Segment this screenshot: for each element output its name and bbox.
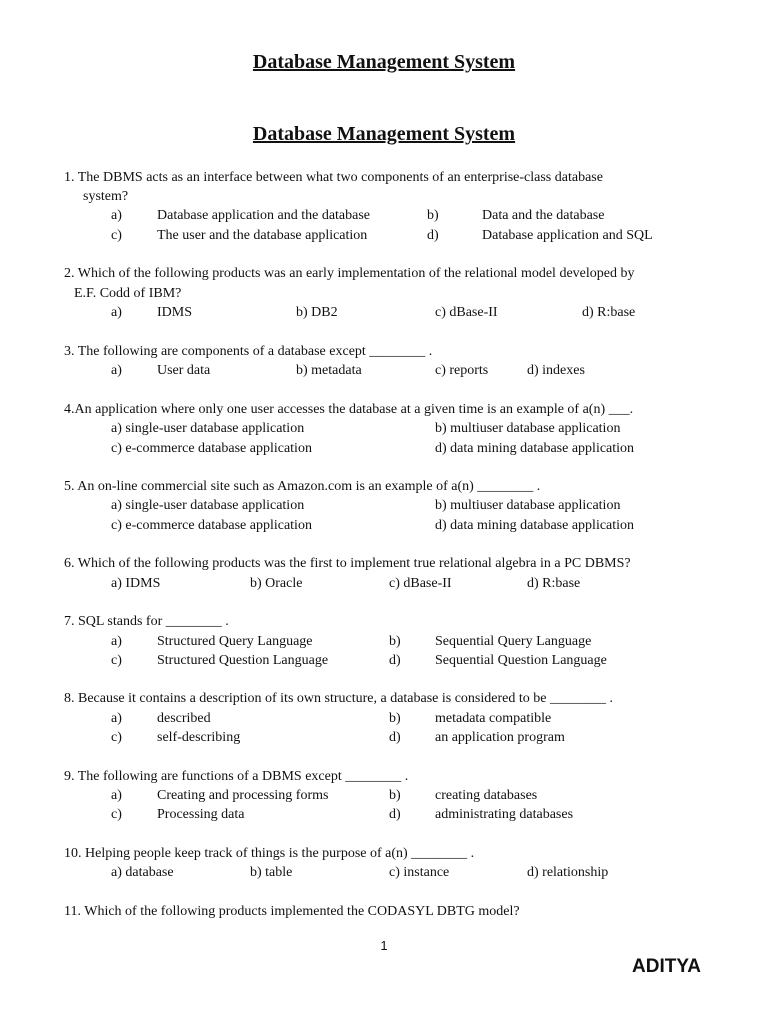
option-text: a) database <box>111 865 174 880</box>
option-label: b) <box>389 788 401 803</box>
option-text: d) data mining database application <box>435 518 635 533</box>
option-label: a) <box>111 788 122 803</box>
option-label: d) <box>389 653 401 668</box>
option-text: b) Oracle <box>250 576 303 591</box>
option-text: d) data mining database application <box>435 441 635 456</box>
option-text: c) reports <box>435 363 489 378</box>
question-8: 8. Because it contains a description of its own structure, a database is considered to be ________ . <box>64 691 613 706</box>
option-label: c) <box>111 730 122 745</box>
option-text: Data and the database <box>482 208 605 223</box>
option-text: a) single-user database application <box>111 421 305 436</box>
question-2-cont: E.F. Codd of IBM? <box>74 286 182 301</box>
option-text: User data <box>157 363 211 378</box>
option-label: a) <box>111 305 122 320</box>
option-text: c) dBase-II <box>389 576 452 591</box>
option-text: Sequential Question Language <box>435 653 607 668</box>
option-text: d) R:base <box>582 305 636 320</box>
question-4: 4.An application where only one user accesses the database at a given time is an example of a(n) ___. <box>64 402 634 417</box>
option-text: c) e-commerce database application <box>111 441 312 456</box>
option-text: The user and the database application <box>157 228 368 243</box>
option-text: Database application and the database <box>157 208 371 223</box>
option-text: d) R:base <box>527 576 581 591</box>
option-text: IDMS <box>157 305 193 320</box>
option-text: b) multiuser database application <box>435 498 621 513</box>
question-10: 10. Helping people keep track of things is the purpose of a(n) ________ . <box>64 846 475 861</box>
option-label: d) <box>427 228 439 243</box>
option-text: d) indexes <box>527 363 585 378</box>
section-title: Database Management System <box>252 123 516 145</box>
option-text: Creating and processing forms <box>157 788 329 803</box>
option-label: c) <box>111 653 122 668</box>
option-text: Structured Query Language <box>157 634 313 649</box>
option-text: Processing data <box>157 807 245 822</box>
option-text: b) multiuser database application <box>435 421 621 436</box>
option-text: self-describing <box>157 730 241 745</box>
option-text: Database application and SQL <box>482 228 653 243</box>
option-label: c) <box>111 807 122 822</box>
option-text: a) single-user database application <box>111 498 305 513</box>
author-label: ADITYA <box>632 956 701 977</box>
option-text: b) table <box>250 865 293 880</box>
option-label: b) <box>389 711 401 726</box>
option-text: b) metadata <box>296 363 362 378</box>
option-text: Sequential Query Language <box>435 634 592 649</box>
option-text: a) IDMS <box>111 576 161 591</box>
option-label: a) <box>111 634 122 649</box>
question-6: 6. Which of the following products was the first to implement true relational algebra in a PC DBMS? <box>64 556 631 571</box>
option-label: b) <box>427 208 439 223</box>
page-number: 1 <box>380 938 388 953</box>
question-11: 11. Which of the following products implemented the CODASYL DBTG model? <box>64 904 520 919</box>
page-title: Database Management System <box>252 51 516 73</box>
question-2: 2. Which of the following products was an early implementation of the relational model developed by <box>64 266 635 281</box>
question-1-cont: system? <box>83 189 129 204</box>
option-text: creating databases <box>435 788 538 803</box>
option-label: b) <box>389 634 401 649</box>
question-1: 1. The DBMS acts as an interface between what two components of an enterprise-class database <box>64 170 603 185</box>
option-label: a) <box>111 363 122 378</box>
option-label: c) <box>111 228 122 243</box>
option-text: described <box>157 711 211 726</box>
option-text: metadata compatible <box>435 711 552 726</box>
question-5: 5. An on-line commercial site such as Amazon.com is an example of a(n) ________ . <box>64 479 541 494</box>
option-text: administrating databases <box>435 807 574 822</box>
option-label: a) <box>111 208 122 223</box>
question-3: 3. The following are components of a database except ________ . <box>64 344 433 359</box>
option-label: d) <box>389 730 401 745</box>
option-label: d) <box>389 807 401 822</box>
option-text: b) DB2 <box>296 305 338 320</box>
question-7: 7. SQL stands for ________ . <box>64 614 229 629</box>
option-text: Structured Question Language <box>157 653 329 668</box>
option-text: c) instance <box>389 865 450 880</box>
option-text: c) e-commerce database application <box>111 518 312 533</box>
option-text: d) relationship <box>527 865 609 880</box>
question-9: 9. The following are functions of a DBMS except ________ . <box>64 769 409 784</box>
option-text: c) dBase-II <box>435 305 498 320</box>
option-text: an application program <box>435 730 565 745</box>
option-label: a) <box>111 711 122 726</box>
